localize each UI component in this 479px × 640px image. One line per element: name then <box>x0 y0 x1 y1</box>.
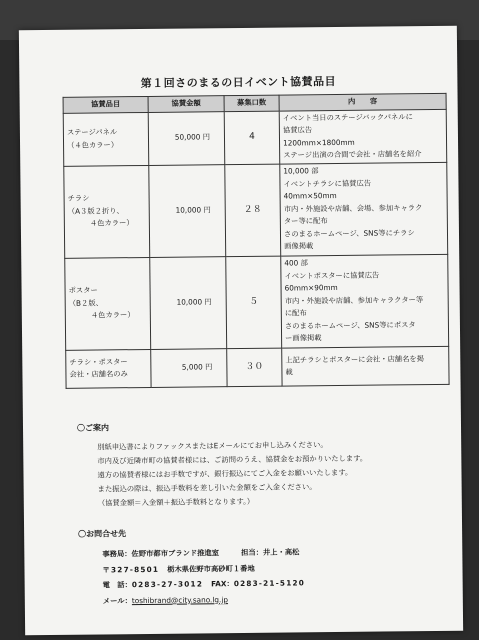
content-line: 60mm×90mm <box>284 283 338 293</box>
item-line: 会社・店舗名のみ <box>69 369 128 379</box>
content-line: 市内・外施設や店舗、会場、参加キャラク <box>283 202 423 214</box>
contact-person: 担当：井上・高松 <box>241 547 300 558</box>
contact-office-line <box>102 544 305 562</box>
content-line: に配布 <box>284 308 307 318</box>
item-line: チラシ <box>67 193 90 204</box>
phone-label: 電 話： <box>102 580 132 590</box>
item-cell <box>64 165 150 258</box>
amount-cell: 10,000 円 <box>149 164 226 257</box>
content-line: 40mm×50mm <box>283 191 337 201</box>
content-line: 400 部 <box>284 258 308 268</box>
document-title: 第１回さのまるの日イベント協賛品目 <box>140 74 337 91</box>
contact-heading: 〇お問合せ先 <box>78 529 127 539</box>
guide-line: また振込の際は、振込手数料を差し引いた金額をご入金ください。 <box>97 482 317 494</box>
fax-label: FAX： <box>211 579 234 589</box>
item-line: チラシ・ポスター <box>69 356 128 367</box>
content-line: 協賛広告 <box>282 125 313 135</box>
content-line: 載 <box>285 367 293 377</box>
item-cell <box>63 112 149 166</box>
table-row <box>63 109 447 166</box>
sponsor-table <box>63 93 450 389</box>
amount-cell: 10,000 円 <box>150 256 227 349</box>
content-cell <box>279 109 447 164</box>
content-line: 上記チラシとポスターに会社・店舗名を掲 <box>285 353 424 365</box>
table-row <box>65 254 449 350</box>
content-line: ー画像掲載 <box>285 333 322 343</box>
guide-text <box>97 438 368 511</box>
item-line: ポスター <box>68 285 98 296</box>
address: 栃木県佐野市高砂町１番地 <box>167 563 255 574</box>
contact-phone-line <box>103 575 306 593</box>
header-amount: 協賛金額 <box>148 96 224 112</box>
contact-mail-line <box>103 591 306 609</box>
header-content: 内 容 <box>279 93 446 110</box>
content-line: 10,000 部 <box>283 166 319 176</box>
amount-cell: 50,000 円 <box>148 111 225 165</box>
count-cell: ３０ <box>227 348 282 387</box>
amount-cell: 5,000 円 <box>151 348 227 387</box>
content-line: イベントポスターに協賛広告 <box>284 270 380 281</box>
phone-number: 0283-27-3012 <box>131 579 204 590</box>
item-line: ４色カラー） <box>89 218 134 228</box>
guide-line: 遠方の協賛者様にはお手数ですが、銀行振込にてご入金をお願いいたします。 <box>97 467 353 480</box>
header-item: 協賛品目 <box>63 96 148 112</box>
content-line: イベント当日のステージバックパネルに <box>282 111 413 123</box>
contact-block <box>102 544 305 608</box>
item-cell <box>65 257 151 350</box>
guide-heading: 〇ご案内 <box>76 423 110 433</box>
header-count: 募集口数 <box>224 95 279 111</box>
content-line: イベントチラシに協賛広告 <box>283 178 372 189</box>
count-cell: 4 <box>224 111 280 165</box>
item-line: （４色カラー） <box>66 139 119 150</box>
count-cell: ２８ <box>225 164 281 257</box>
postal-code: 〒327-8501 <box>102 564 160 574</box>
guide-line: 市内及び近隣市町の協賛者様には、ご訪問のうえ、協賛金をお預かりいたします。 <box>97 453 368 466</box>
content-line: ター等に配布 <box>283 216 328 226</box>
item-line: （A３版２折り、 <box>67 205 124 216</box>
table-row <box>66 346 449 388</box>
office-name: 事務局：佐野市都市ブランド推進室 <box>102 548 220 559</box>
table-row <box>64 162 448 258</box>
content-line: 1200mm×1800mm <box>282 137 355 148</box>
item-line: ステージパネル <box>66 127 118 137</box>
item-line: ４色カラー） <box>90 310 135 320</box>
fax-number: 0283-21-5120 <box>233 578 306 589</box>
content-line: ステージ出演の合間で会社・店舗名を紹介 <box>283 149 422 160</box>
content-line: さのまるホームページ、SNS等にポスタ <box>284 319 416 331</box>
content-cell <box>282 346 449 386</box>
content-cell <box>281 254 449 348</box>
item-line: （B２版、 <box>68 298 103 308</box>
content-cell <box>280 162 448 256</box>
mail-label: メール： <box>102 595 132 605</box>
content-line: 市内・外施設や店舗、参加キャラクター等 <box>284 294 424 306</box>
flyer-paper <box>19 26 463 636</box>
email-link[interactable]: toshibrand@city.sano.lg.jp <box>131 594 229 605</box>
guide-line: 別紙申込書によりファックスまたはEメールにてお申し込みください。 <box>97 440 328 452</box>
content-line: 画像掲載 <box>284 241 314 251</box>
content-line: さのまるホームページ、SNS等にチラシ <box>283 227 415 239</box>
count-cell: ５ <box>226 256 282 349</box>
item-cell <box>66 349 151 388</box>
guide-line: （協賛金額＝入金額＋振込手数料となります。） <box>97 496 255 508</box>
